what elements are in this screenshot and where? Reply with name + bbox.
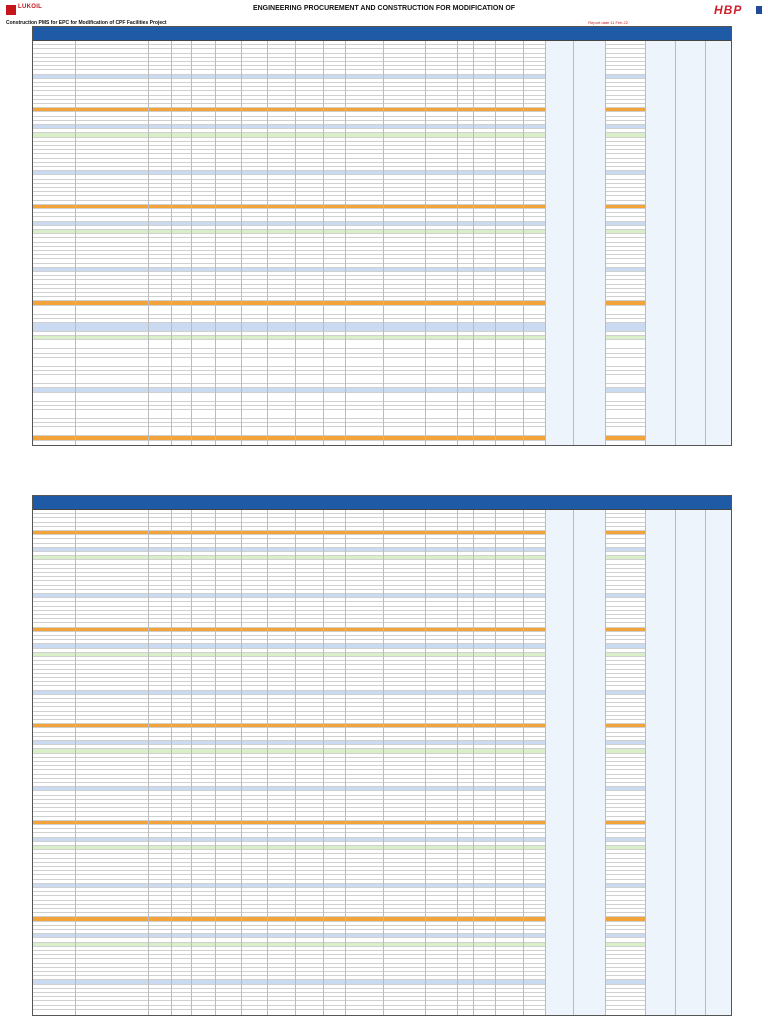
table-row <box>33 358 731 367</box>
page-title: ENGINEERING PROCUREMENT AND CONSTRUCTION FOR MODIFICATION OF <box>252 5 516 12</box>
table-row <box>33 323 731 332</box>
table-row <box>33 306 731 315</box>
shaded-column <box>645 41 731 445</box>
table-row <box>33 393 731 402</box>
schedule-table-bottom <box>32 495 732 1016</box>
table-row <box>33 375 731 384</box>
schedule-table-top <box>32 26 732 446</box>
table-row <box>33 340 731 349</box>
shaded-column <box>545 41 605 445</box>
table-row <box>33 427 731 436</box>
lukoil-wordmark: LUKOIL <box>18 4 43 10</box>
shaded-column <box>645 510 731 1015</box>
hbp-wordmark: HBP <box>714 3 743 17</box>
table-row <box>33 1006 731 1010</box>
table-row <box>33 436 731 440</box>
shaded-column <box>545 510 605 1015</box>
page-subtitle: Construction PMS for EPC for Modification of CPF Facilities Project <box>6 20 167 26</box>
table-header <box>33 27 731 41</box>
report-date: Report date 11 Feb 22 <box>588 20 628 25</box>
table-header-bottom <box>33 496 731 510</box>
table-row <box>33 410 731 419</box>
